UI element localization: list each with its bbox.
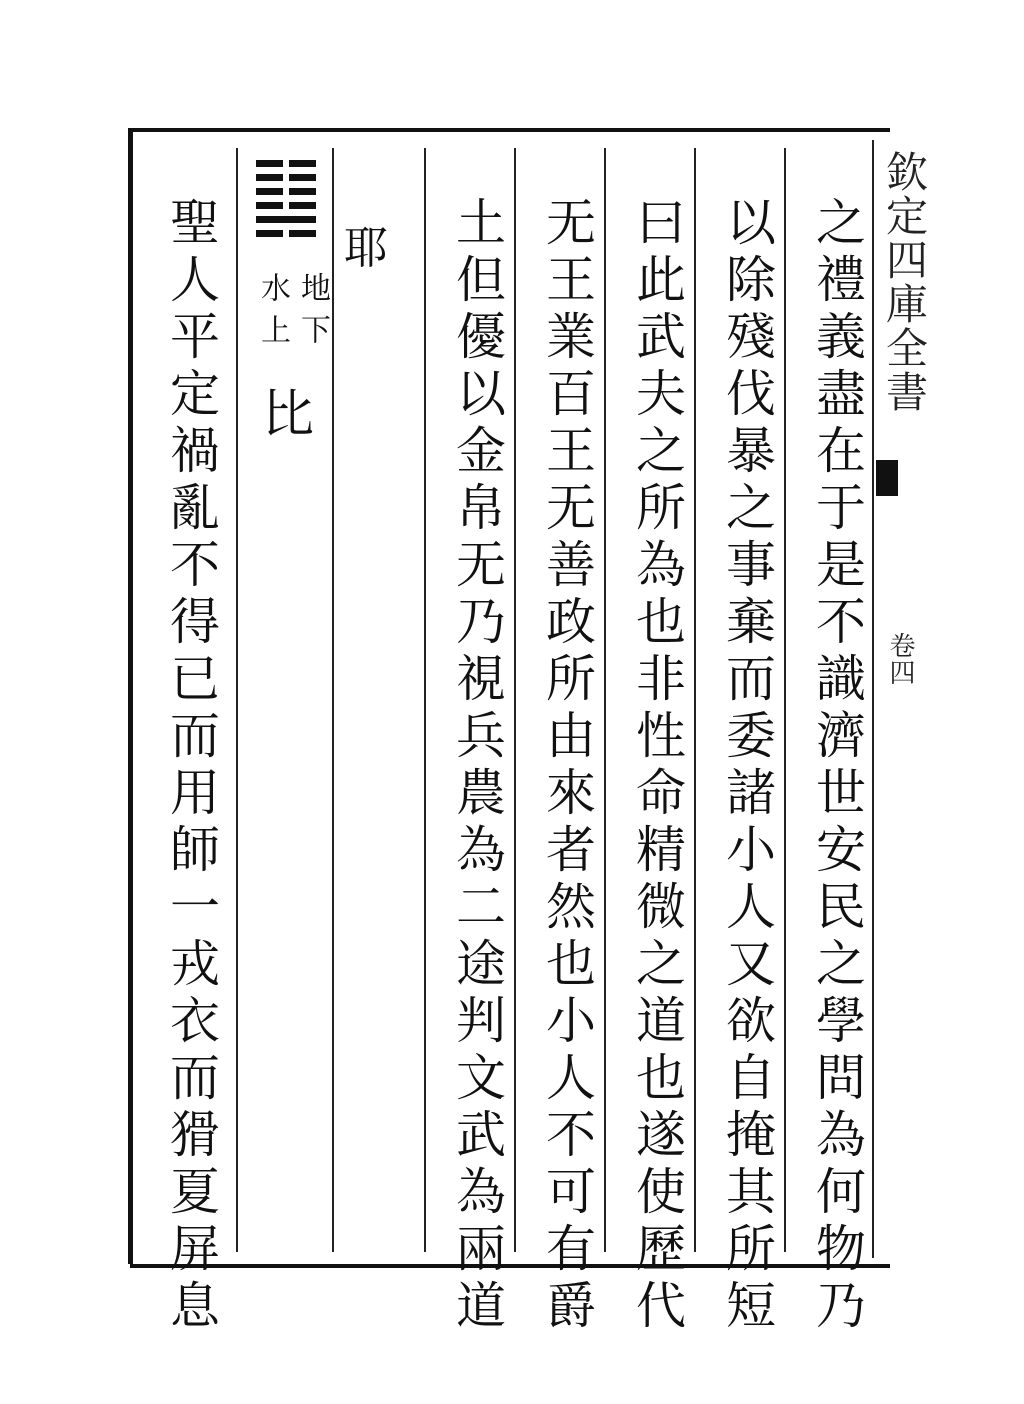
- hexagram-line: [256, 202, 316, 209]
- column-rule: [514, 148, 516, 1252]
- hexagram-line: [256, 160, 316, 167]
- text-column-5: 土但優以金帛无乃視兵農為二途判文武為兩道: [448, 196, 506, 1336]
- volume-label: 卷四: [885, 632, 915, 686]
- text-column-3: 曰此武夫之所為也非性命精微之道也遂使歷代: [628, 196, 686, 1336]
- hexagram-name: 比: [262, 385, 315, 445]
- text-column-2: 以除殘伐暴之事棄而委諸小人又欲自掩其所短: [718, 196, 776, 1336]
- column-rule: [694, 148, 696, 1252]
- page-frame: [130, 128, 890, 1268]
- column-rule: [424, 148, 426, 1252]
- column-rule: [784, 148, 786, 1252]
- text-column-7: 聖人平定禍亂不得已而用師一戎衣而猾夏屏息: [162, 196, 220, 1336]
- text-column-1: 之禮義盡在于是不識濟世安民之學問為何物乃: [808, 196, 866, 1336]
- text-column-4: 无王業百王无善政所由來者然也小人不可有爵: [538, 196, 596, 1336]
- hexagram-line: [256, 188, 316, 195]
- text-column-6: 耶: [344, 223, 388, 274]
- hexagram-line: [256, 230, 316, 237]
- column-rule: [604, 148, 606, 1252]
- trigram-note-lower: 水上: [255, 272, 290, 356]
- hexagram-line: [256, 216, 316, 223]
- column-rule: [236, 148, 238, 1252]
- trigram-note-upper: 地下: [295, 272, 330, 356]
- hexagram-bi-icon: [256, 160, 316, 244]
- book-title: 欽定四庫全書: [880, 150, 929, 414]
- frame-left-border: [128, 128, 133, 1264]
- fish-tail-mark: [876, 460, 898, 496]
- hexagram-line: [256, 174, 316, 181]
